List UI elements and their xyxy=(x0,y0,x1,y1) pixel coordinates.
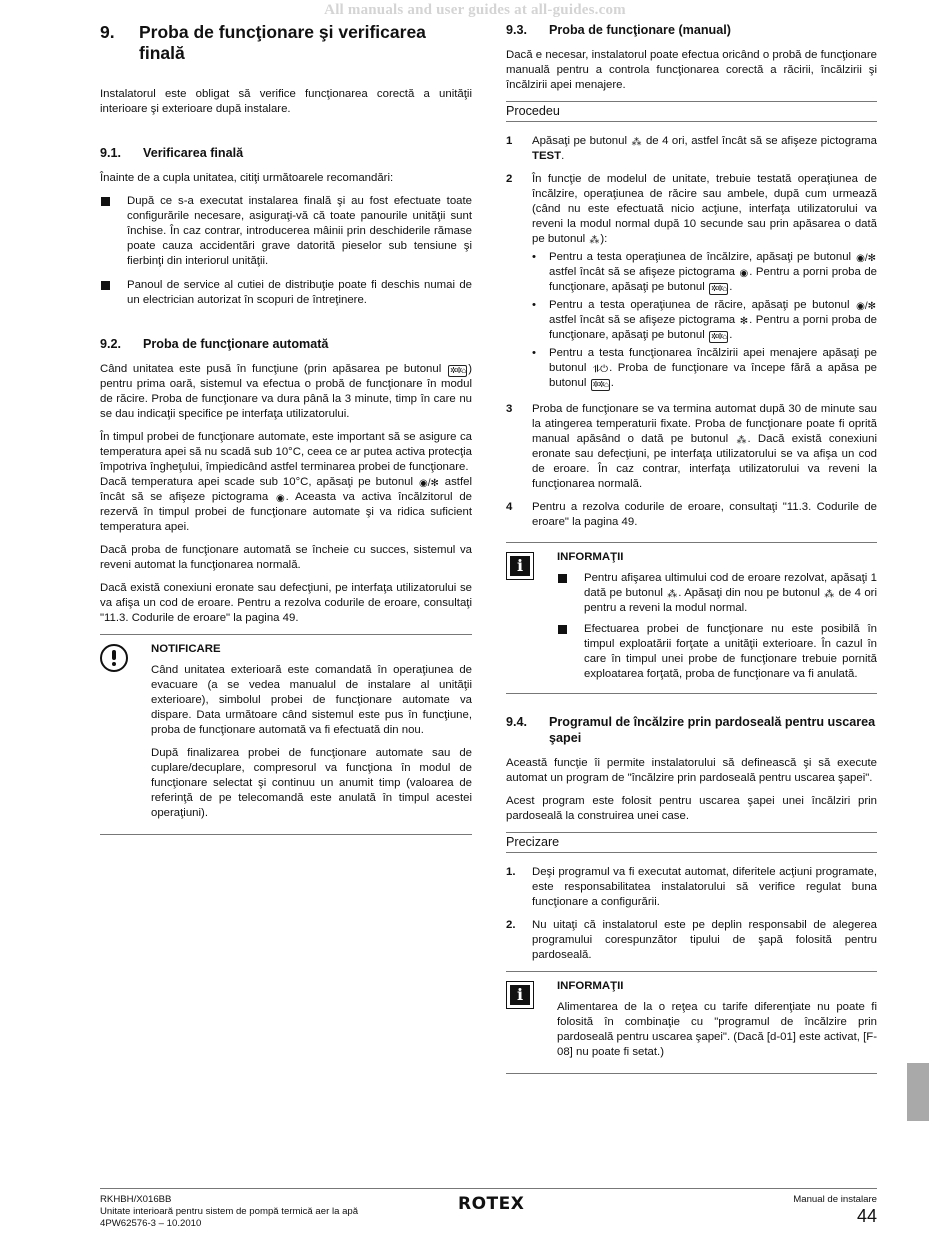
paragraph: Dacă temperatura apei scade sub 10°C, apăsaţi pe butonul ◉/✻ astfel încât să se afişeze pictograma ◉. Aceasta va activa încălzitorul de rezervă în timpul probei de funcţionare automate şi va ridica suficient temperatura apei. xyxy=(100,476,473,533)
page-footer xyxy=(100,1188,877,1229)
heat-cool-button-icon: ◉/✻ xyxy=(856,301,876,312)
watermark: All manuals and user guides at all-guides.com xyxy=(324,2,626,18)
info-box xyxy=(506,971,877,1074)
section-number: 9.1. xyxy=(100,146,122,160)
info-title: INFORMAŢII xyxy=(557,980,624,992)
square-bullet-icon xyxy=(101,197,110,206)
list-item xyxy=(100,194,472,269)
notice-box xyxy=(100,634,472,835)
list-item xyxy=(557,622,877,682)
info-box xyxy=(506,542,877,694)
procedure-step xyxy=(506,402,877,492)
step-number: 3 xyxy=(506,403,513,415)
item-text: Nu uitaţi că instalatorul este pe deplin responsabil de alegerea programului corespunzător tipului de şapă folosită pentru pardoseală. xyxy=(532,919,877,961)
item-number: 1. xyxy=(506,866,516,878)
step-text: Apăsaţi pe butonul ⁂ de 4 ori, astfel încât să se afişeze pictograma TEST. xyxy=(532,135,877,162)
paragraph: Dacă e necesar, instalatorul poate efectua oricând o probă de funcţionare manuală pentru a controla funcţionarea corectă a răcirii, încălzirii şi încălzirii apei menajere. xyxy=(506,49,877,91)
sub-list-item: • Pentru a testa operaţiunea de răcire, apăsaţi pe butonul ◉/✻ astfel încât să se afişeze pictograma ✻. Pentru a porni proba de funcţionare, apăsaţi pe butonul ✲✲⌂ . xyxy=(532,299,878,341)
paragraph: Când unitatea este pusă în funcţiune (prin apăsarea pe butonul ✲✲⌂ ) pentru prima oară, sistemul va efectua o probă de funcţionare în modul de răcire. Proba de funcţionare va dura până la 3 minute, timp în care nu se dau indicaţii specifice pe interfaţa utilizatorului. xyxy=(100,363,472,420)
list-item-text: După ce s-a executat instalarea finală şi au fost efectuate toate configurările necesare, asiguraţi-vă că toate panourile unităţii sunt închise. În caz contrar, introducerea mâinii prin deschiderile rămase poate cauza accidentări grave datorită pieselor sub tensiune şi fierbinţi din interiorul unităţii. xyxy=(127,195,472,267)
section-title: Verificarea finală xyxy=(143,146,244,160)
item-number: 2. xyxy=(506,919,516,931)
section-heading-9-2 xyxy=(100,336,472,352)
section-heading-9-3 xyxy=(506,22,877,38)
footer-right xyxy=(793,1194,877,1226)
step-number: 1 xyxy=(506,135,513,147)
inspection-button-icon: ⁂ xyxy=(736,435,747,446)
right-column xyxy=(506,22,877,1084)
section-title: Proba de funcţionare (manual) xyxy=(549,23,731,37)
procedure-step xyxy=(506,172,877,394)
left-column xyxy=(100,22,472,845)
square-bullet-icon xyxy=(101,281,110,290)
section-title: Programul de încălzire prin pardoseală pentru uscarea şapei xyxy=(549,715,876,745)
step-text: Pentru a rezolva codurile de eroare, consultaţi "11.3. Codurile de eroare" la pagina 49. xyxy=(532,501,877,528)
section-heading-9-4 xyxy=(506,714,877,746)
cooling-icon: ✻ xyxy=(739,316,749,327)
info-icon: i xyxy=(506,552,534,580)
paragraph: Înainte de a cupla unitatea, citiţi următoarele recomandări: xyxy=(100,172,394,184)
procedure-step xyxy=(506,134,877,164)
note-subheading: Precizare xyxy=(506,832,877,853)
document-code: 4PW62576-3 – 10.2010 xyxy=(100,1218,202,1229)
inspection-button-icon: ⁂ xyxy=(667,589,678,600)
manual-name: Manual de instalare xyxy=(793,1194,877,1205)
page-number: 44 xyxy=(856,1206,877,1226)
section-number: 9.2. xyxy=(100,337,122,351)
paragraph: Această funcţie îi permite instalatorului să definească şi să execute automat un program de "încălzire prin pardoseală pentru uscarea şapei". xyxy=(506,757,877,784)
step-number: 2 xyxy=(506,173,513,185)
page-side-tab xyxy=(907,1063,929,1121)
list-item xyxy=(557,571,877,616)
list-item xyxy=(100,278,472,308)
notice-title: NOTIFICARE xyxy=(151,643,221,655)
product-description: Unitate interioară pentru sistem de pompă termică aer la apă xyxy=(100,1206,359,1217)
inspection-button-icon: ⁂ xyxy=(824,589,835,600)
info-icon: i xyxy=(506,981,534,1009)
notice-paragraph: După finalizarea probei de funcţionare automate sau de cuplare/decuplare, compresorul va funcţiona în modul de funcţionare selectat şi continuu un anumit timp (valoarea de referinţă de pe telecomandă este anulată în timpul acestei operaţiuni). xyxy=(151,747,472,819)
sub-list-item: • Pentru a testa funcţionarea încălzirii apei menajere apăsaţi pe butonul ⥮⏻. Proba de funcţionare va începe fără a apăsa pe butonul ✲✲⌂ . xyxy=(532,347,877,389)
square-bullet-icon xyxy=(558,625,567,634)
paragraph: Acest program este folosit pentru uscarea şapei unei încălziri prin pardoseală la construirea unei case. xyxy=(506,795,877,822)
heating-icon: ◉ xyxy=(275,493,285,504)
procedure-subheading: Procedeu xyxy=(506,101,877,122)
inspection-button-icon: ⁂ xyxy=(589,235,600,246)
on-off-button-icon: ✲✲⌂ xyxy=(592,380,608,389)
list-item-text: Efectuarea probei de funcţionare nu este posibilă în timpul exploatării forţate a unităţii exterioare. În cazul în care în timpul unei probe de funcţionare trebuie pornită exploatarea forţată, proba de funcţionare va fi anulată. xyxy=(584,623,877,680)
paragraph: În timpul probei de funcţionare automate, este important să se asigure ca temperatura apei să nu scadă sub 10°C, ceea ce ar putea activa protecţia împotriva îngheţului, împiedicând astfel terminarea probei de funcţionare. xyxy=(100,431,472,473)
section-heading-9-1 xyxy=(100,145,472,161)
note-item xyxy=(506,865,877,910)
section-number: 9.4. xyxy=(506,715,528,729)
domestic-hot-water-button-icon: ⥮⏻ xyxy=(592,364,609,375)
intro-paragraph: Instalatorul este obligat să verifice funcţionarea corectă a unităţii interioare şi exterioare după instalare. xyxy=(100,88,472,115)
on-off-button-icon: ✲✲⌂ xyxy=(449,366,466,375)
note-item xyxy=(506,918,877,963)
notice-paragraph: Când unitatea exterioară este comandată în operaţiunea de evacuare (a se vedea manualul de instalare al unităţii exterioare), simbolul probei de funcţionare automate va dispare. Data următoare când sistemul este pus în funcţiune, proba de funcţionare automată va fi efectuată din nou. xyxy=(151,664,472,736)
warning-exclamation-icon xyxy=(100,644,128,672)
brand-logo: ROTEX xyxy=(458,1194,525,1214)
step-number: 4 xyxy=(506,501,513,513)
section-title: Proba de funcţionare automată xyxy=(143,337,329,351)
item-text: Deşi programul va fi executat automat, diferitele acţiuni programate, este responsabilitatea instalatorului să verifice regulat buna funcţionare a configurării. xyxy=(532,866,877,908)
paragraph: Dacă proba de funcţionare automată se încheie cu succes, sistemul va reveni automat la funcţionarea normală. xyxy=(100,544,472,571)
sub-list-item: • Pentru a testa operaţiunea de încălzire, apăsaţi pe butonul ◉/✻ astfel încât să se afişeze pictograma ◉. Pentru a porni proba de funcţionare, apăsaţi pe butonul ✲✲⌂ . xyxy=(532,251,878,293)
info-paragraph: Alimentarea de la o reţea cu tarife diferenţiate nu poate fi folosită în combinaţie cu "programul de încălzire prin pardoseală pentru uscarea şapei". (Dacă [d-01] este activat, [F-08] nu poate fi setat.) xyxy=(557,1001,877,1058)
paragraph: Dacă există conexiuni eronate sau defecţiuni, pe interfaţa utilizatorului se va afişa un cod de eroare. Pentru a rezolva codurile de eroare, consultaţi "11.3. Codurile de eroare" la pagina 49. xyxy=(100,582,472,624)
list-item-text: Pentru afişarea ultimului cod de eroare rezolvat, apăsaţi 1 dată pe butonul ⁂. Apăsaţi din nou pe butonul ⁂ de 4 ori pentru a reveni la modul normal. xyxy=(584,572,877,614)
step-text: În funcţie de modelul de unitate, trebuie testată operaţiunea de încălzire, operaţiunea de răcire sau ambele, după cum urmează (când nu este efectuată nicio acţiune, interfaţa utilizatorului va reveni la modul normal după 10 secunde sau prin apăsarea o dată pe butonul ⁂): • Pentru a testa operaţiunea de încălzire, apăsaţi pe butonul ◉/✻ astfel încât să se afişeze pictograma ◉. Pentru a porni proba de funcţionare, apăsaţi pe butonul ✲✲⌂ . • Pentru a testa operaţiunea de răcire, apăsaţi pe butonul ◉/✻ astfel încât să se afişeze pictograma ✻. Pentru a porni proba de funcţionare, apăsaţi pe butonul ✲✲⌂ . • Pentru a testa funcţionarea încălzirii apei menajere apăsaţi pe butonul ⥮⏻. Proba de funcţionare va începe fără a apăsa pe butonul ✲✲⌂ . xyxy=(532,173,878,389)
heat-cool-button-icon: ◉/✻ xyxy=(856,253,876,264)
on-off-button-icon: ✲✲⌂ xyxy=(710,284,727,293)
on-off-button-icon: ✲✲⌂ xyxy=(710,332,727,341)
square-bullet-icon xyxy=(558,574,567,583)
heat-cool-button-icon: ◉/✻ xyxy=(418,478,439,489)
section-number: 9. xyxy=(100,22,115,42)
step-text: Proba de funcţionare se va termina automat după 30 de minute sau la atingerea temperaturii fixate. Proba de funcţionare poate fi oprită manual apăsând o dată pe butonul ⁂. Dacă există conexiuni eronate sau defecţiuni, pe interfaţa utilizatorului se va afişa un cod de eroare. În caz contrar, interfaţa utilizatorului va reveni la funcţionarea normală. xyxy=(532,403,877,490)
list-item-text: Panoul de service al cutiei de distribuţie poate fi deschis numai de un electrician autorizat în scopuri de întreţinere. xyxy=(127,279,472,306)
info-title: INFORMAŢII xyxy=(557,551,624,563)
procedure-step xyxy=(506,500,877,530)
section-heading-9 xyxy=(100,22,472,64)
section-title: Proba de funcţionare şi verificarea finală xyxy=(139,22,426,63)
heating-icon: ◉ xyxy=(739,268,749,279)
inspection-button-icon: ⁂ xyxy=(631,137,642,148)
model-code: RKHBH/X016BB xyxy=(100,1194,172,1205)
section-number: 9.3. xyxy=(506,23,528,37)
footer-left xyxy=(100,1194,358,1230)
